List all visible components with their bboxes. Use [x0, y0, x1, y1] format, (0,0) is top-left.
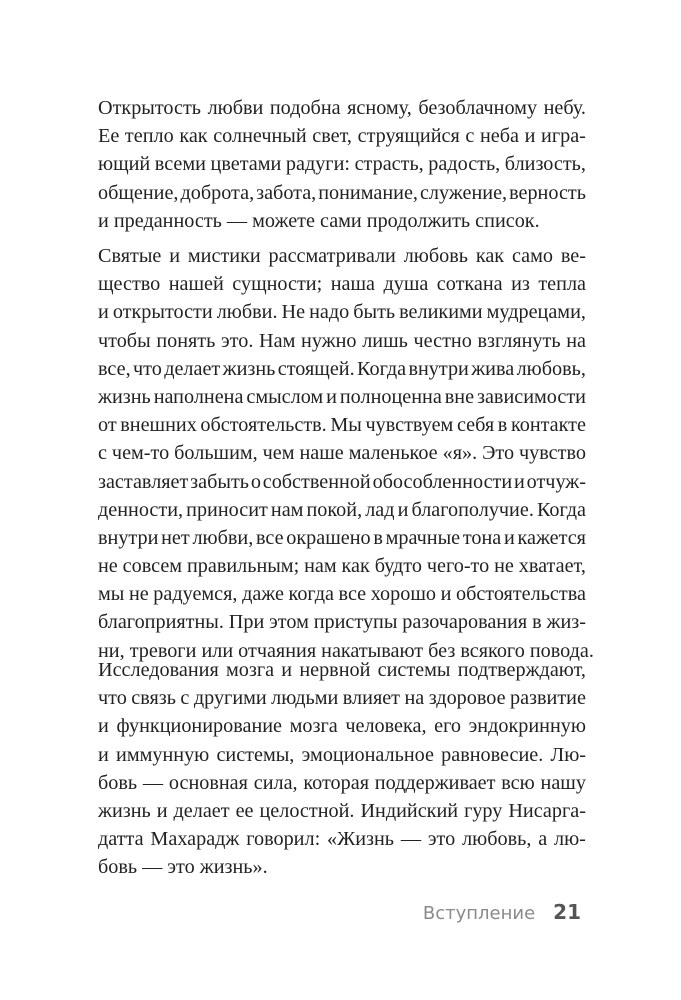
text-line: бовь — это жизнь». — [98, 856, 268, 879]
text-line: ющий всеми цветами радуги: страсть, радость, близость, — [98, 153, 586, 176]
text-line: чтобы понять это. Нам нужно лишь честно взглянуть на — [98, 329, 586, 352]
running-section-title: Вступление — [422, 903, 536, 924]
text-line: что связь с другими людьми влияет на здоровое развитие — [98, 687, 586, 710]
text-line: ни, тревоги или отчаяния накатывают без всякого повода. — [98, 639, 594, 662]
text-line: все, что делает жизнь стоящей. Когда внутри жива любовь, — [98, 357, 586, 380]
page-footer — [423, 900, 581, 928]
text-line: и функционирование мозга человека, его эндокринную — [98, 715, 586, 738]
text-line: внутри нет любви, все окрашено в мрачные тона и кажется — [98, 526, 586, 549]
text-line: Святые и мистики рассматривали любовь как само ве- — [98, 245, 586, 267]
text-line: и иммунную системы, эмоциональное равновесие. Лю- — [98, 743, 586, 766]
text-line: бовь — основная сила, которая поддерживает всю нашу — [98, 771, 586, 794]
text-line: Ее тепло как солнечный свет, струящийся с неба и игра- — [98, 125, 586, 148]
text-line: денности, приносит нам покой, лад и благополучие. Когда — [98, 498, 586, 521]
text-line: и открытости любви. Не надо быть великими мудрецами, — [98, 301, 586, 324]
text-line: датта Махарадж говорил: «Жизнь — это любовь, а лю- — [98, 828, 586, 851]
text-line: Открытость любви подобна ясному, безоблачному небу. — [98, 97, 586, 119]
text-line: щество нашей сущности; наша душа соткана из тепла — [98, 273, 586, 296]
text-line: Исследования мозга и нервной системы подтверждают, — [98, 659, 586, 681]
text-line: жизнь наполнена смыслом и полноценна вне зависимости — [98, 385, 586, 408]
text-line: не совсем правильным; нам как будто чего-то не хватает, — [98, 555, 586, 578]
text-line: и преданность — можете сами продолжить список. — [98, 209, 540, 232]
text-line: общение, доброта, забота, понимание, служение, верность — [98, 181, 586, 204]
text-line: заставляет забыть о собственной обособленности и отчуж- — [98, 470, 586, 493]
paragraph-2 — [98, 242, 594, 665]
text-line: жизнь и делает ее целостной. Индийский гуру Нисарга- — [98, 799, 586, 822]
text-line: благоприятны. При этом приступы разочарования в жиз- — [98, 611, 586, 634]
page-number: 21 — [553, 900, 581, 924]
paragraph-1 — [98, 94, 586, 235]
text-line: с чем-то большим, чем наше маленькое «я». Это чувство — [98, 442, 586, 465]
text-line: от внешних обстоятельств. Мы чувствуем себя в контакте — [98, 414, 586, 437]
text-line: мы не радуемся, даже когда все хорошо и обстоятельства — [98, 583, 586, 606]
paragraph-3 — [98, 656, 586, 882]
